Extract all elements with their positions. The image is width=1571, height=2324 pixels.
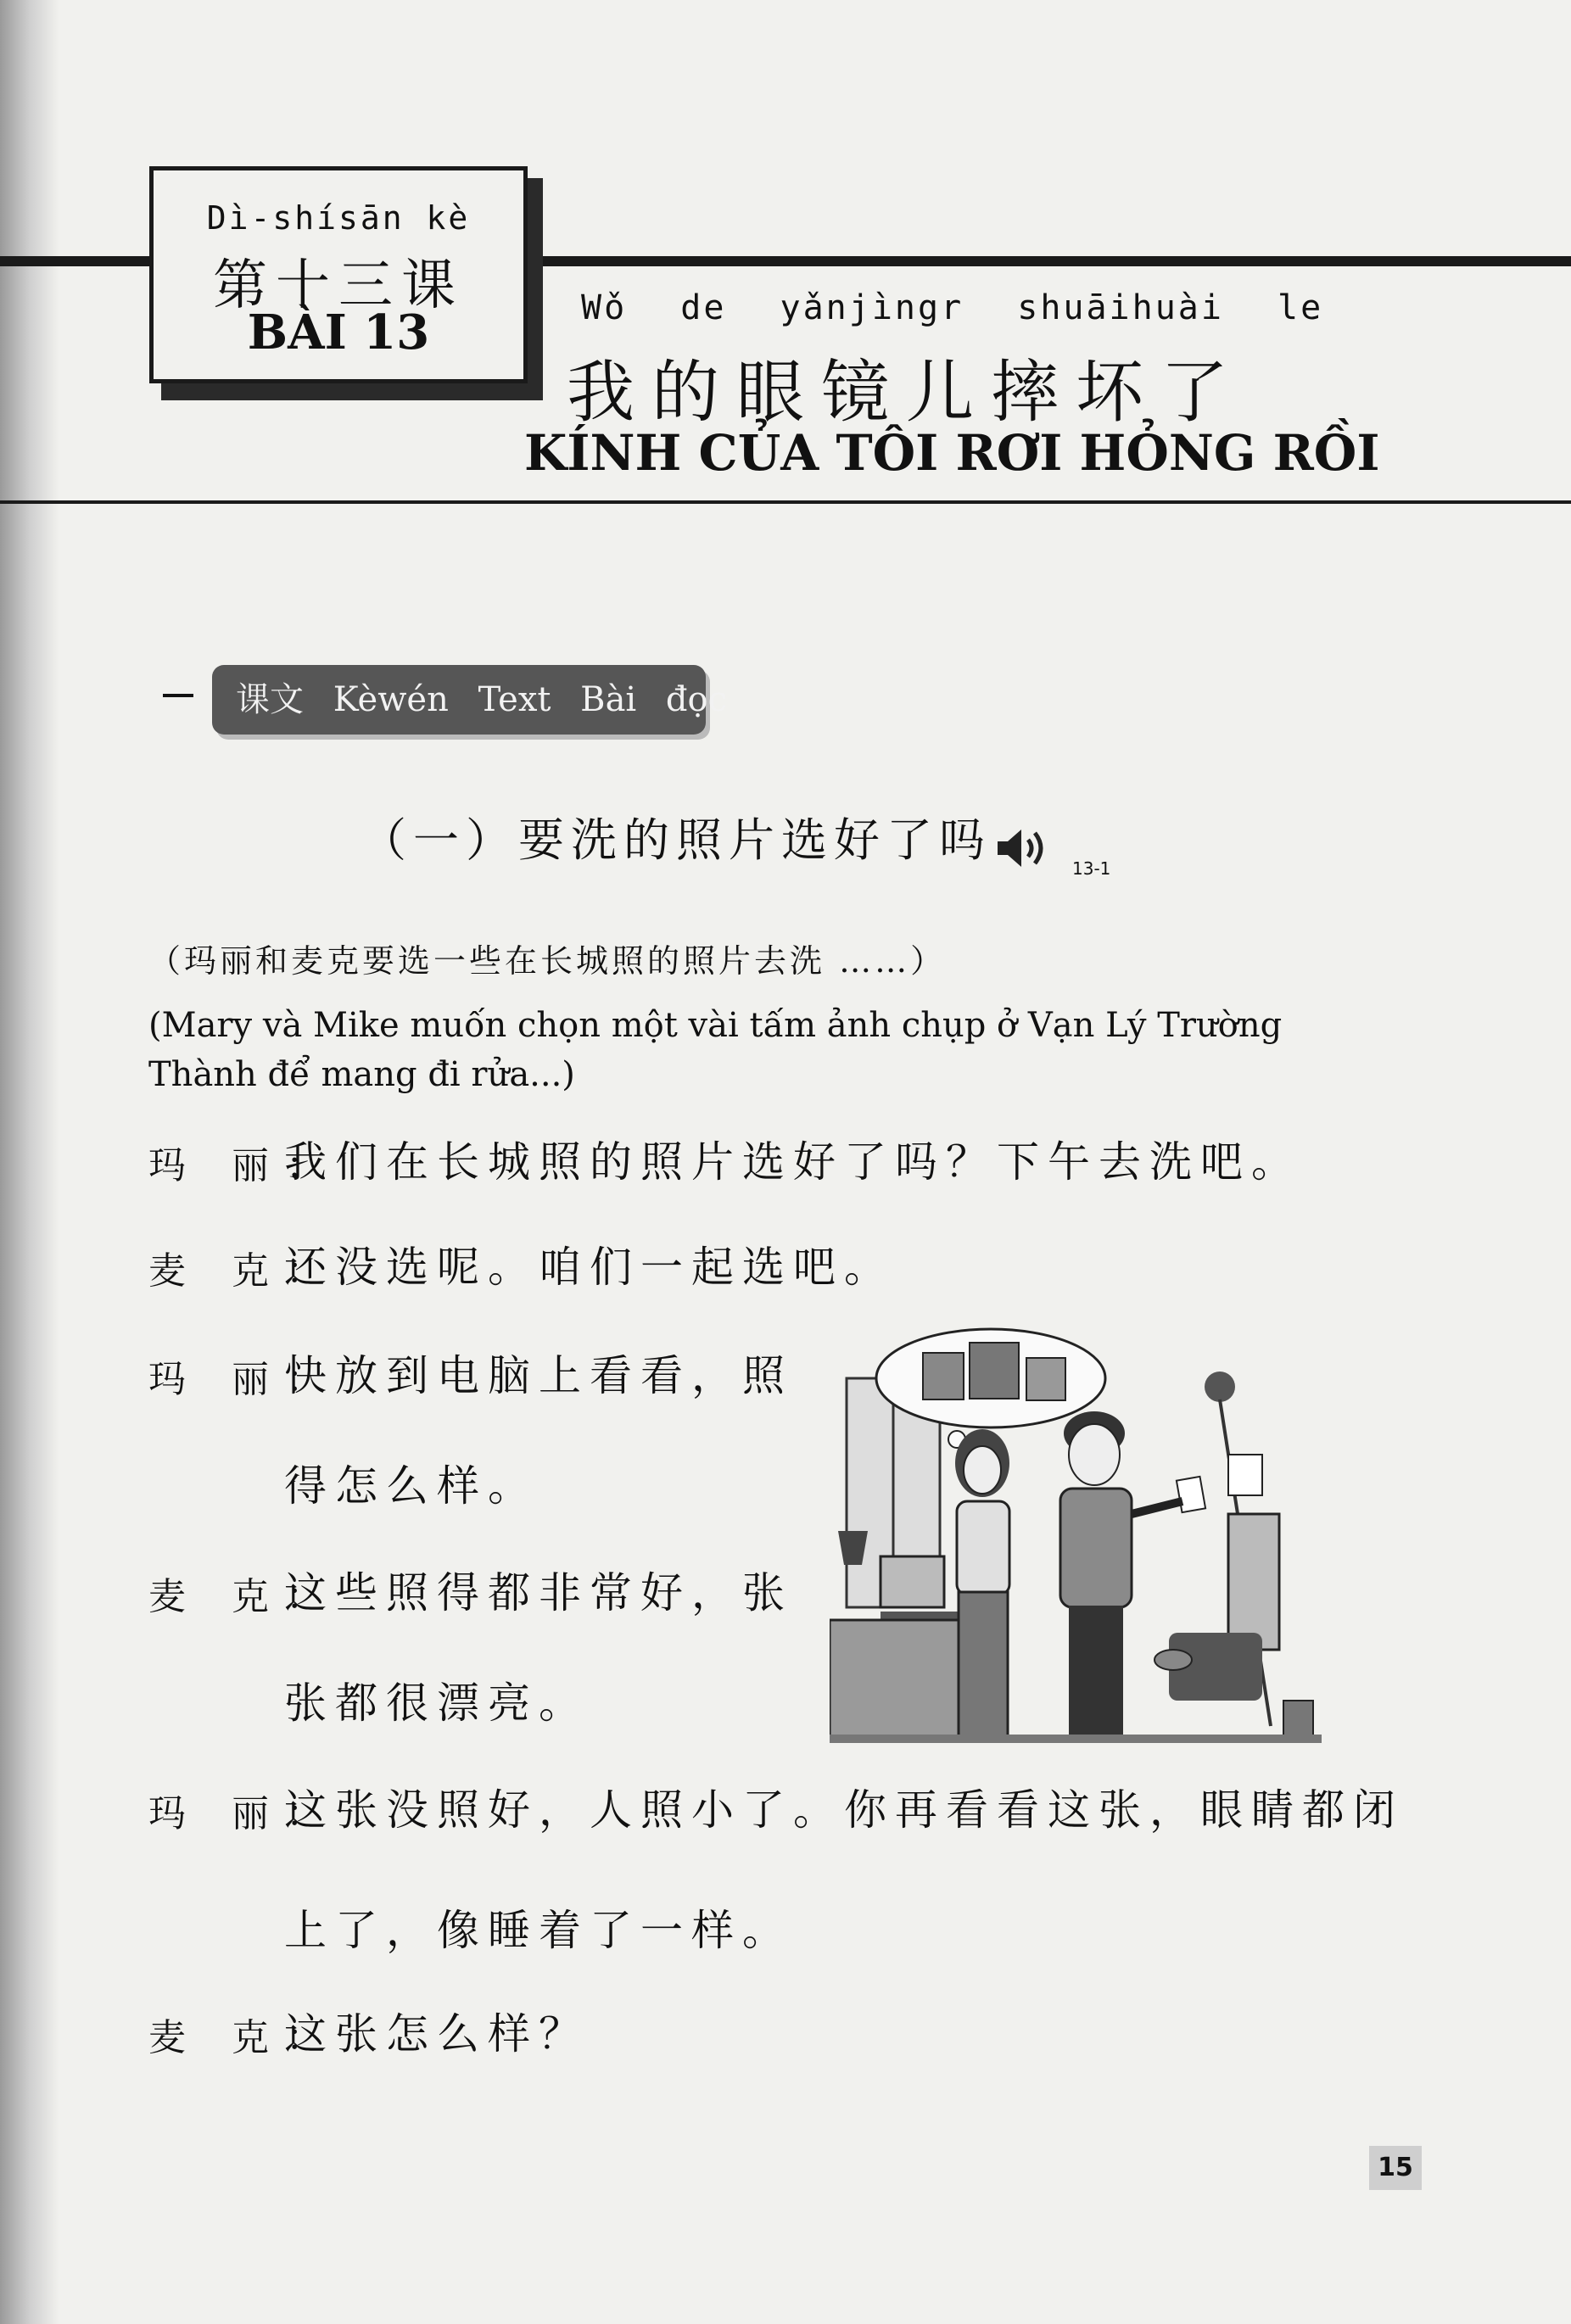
lesson-pinyin: Dì-shísān kè: [206, 199, 471, 237]
dialogue-speaker: 麦 克：: [148, 1249, 340, 1293]
lesson-number: BÀI 13: [247, 304, 430, 360]
dialogue-line: 这些照得都非常好，张: [284, 1568, 793, 1617]
header-rule-bottom: [0, 500, 1571, 504]
speaker-icon[interactable]: [992, 823, 1059, 874]
dialogue-line: 得怎么样。: [284, 1461, 539, 1511]
page-number: 15: [1369, 2146, 1422, 2190]
dialogue-line: 张都很漂亮。: [284, 1679, 590, 1728]
title-hanzi: 我的眼镜儿摔坏了: [567, 353, 1245, 432]
scene-description-vietnamese: (Mary và Mike muốn chọn một vài tấm ảnh chụp ở Vạn Lý Trường Thành để mang đi rửa...): [148, 1006, 1283, 1094]
dialogue-line: 我们在长城照的照片选好了吗？下午去洗吧。: [284, 1137, 1302, 1187]
scene-description-chinese: （玛丽和麦克要选一些在长城照的照片去洗 ……）: [148, 942, 947, 980]
dialogue-speaker: 玛 丽：: [148, 1358, 340, 1401]
dialogue-speaker: 玛 丽：: [148, 1792, 340, 1835]
page-binding-shadow: [0, 0, 59, 2324]
title-pinyin: Wǒ de yǎnjìngr shuāihuài le: [581, 288, 1324, 327]
dialogue-speaker: 麦 克：: [148, 2016, 340, 2059]
section-number-dash: [163, 694, 193, 697]
dialogue-speaker: 玛 丽：: [148, 1144, 340, 1187]
dialogue-line: 还没选呢。咱们一起选吧。: [284, 1243, 895, 1292]
dialogue-line: 上了，像睡着了一样。: [284, 1906, 793, 1955]
dialogue-illustration: [830, 1327, 1322, 1743]
part-title: （一）要洗的照片选好了吗: [361, 813, 992, 867]
title-vietnamese: KÍNH CỦA TÔI RƠI HỎNG RỒI: [524, 424, 1380, 482]
dialogue-line: 这张没照好，人照小了。你再看看这张，眼睛都闭: [284, 1785, 1404, 1835]
dialogue-speaker: 麦 克：: [148, 1575, 340, 1618]
audio-track-number: 13-1: [1072, 858, 1111, 879]
section-label: 课文 Kèwén Text Bài đọc: [212, 665, 706, 735]
dialogue-line: 快放到电脑上看看，照: [284, 1351, 793, 1400]
dialogue-line: 这张怎么样？: [284, 2009, 590, 2059]
lesson-hanzi: 第十三课: [213, 254, 464, 317]
lesson-box: [149, 166, 528, 383]
